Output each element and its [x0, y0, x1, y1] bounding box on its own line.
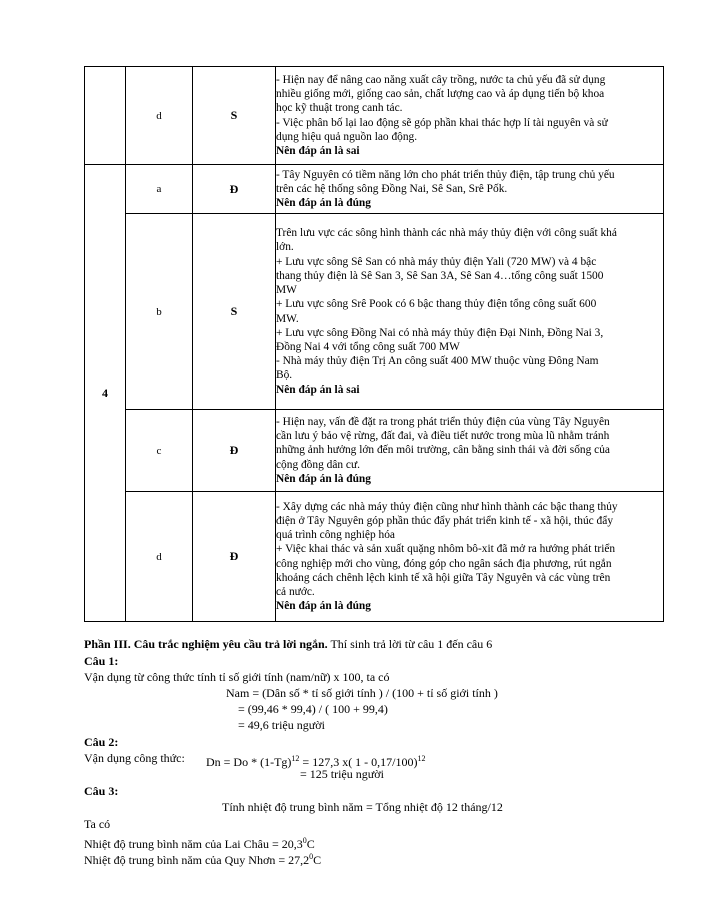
answer-table — [84, 66, 664, 622]
explanation-line: công nghiệp mới cho vùng, đóng góp cho ngân sách địa phương, rút ngắn — [276, 557, 612, 570]
question-3-taco: Ta có — [84, 817, 111, 831]
verdict-cell: S — [193, 214, 276, 410]
question-1-label: Câu 1: — [84, 654, 119, 668]
explanation-line: dụng hiệu quả nguồn lao động. — [276, 130, 418, 143]
question-1-step2: = 49,6 triệu người — [238, 718, 325, 732]
explanation-line: Đồng Nai 4 với tổng công suất 700 MW — [276, 340, 460, 353]
explanation-line: khoảng cách chênh lệch kinh tế xã hội giữa Tây Nguyên và các vùng trên — [276, 571, 611, 584]
question-2-label: Câu 2: — [84, 735, 119, 749]
question-2-intro: Vận dụng công thức: — [84, 751, 185, 765]
explanation-cell — [276, 165, 664, 214]
explanation-line: nhiều giống mới, giống cao sản, chất lượng cao và áp dụng tiến bộ khoa — [276, 88, 605, 101]
table-row — [85, 67, 664, 165]
conclusion-text: Nên đáp án là sai — [276, 144, 360, 157]
explanation-line: quá trình công nghiệp hóa — [276, 529, 395, 542]
conclusion-text: Nên đáp án là đúng — [276, 197, 371, 210]
degree-mark: 0 — [309, 852, 314, 861]
statement-label: a — [126, 165, 193, 214]
question-number: 4 — [85, 165, 126, 622]
temperature-text: Nhiệt độ trung bình năm của Quy Nhơn = 27,2 — [84, 853, 310, 867]
explanation-line: - Xây dựng các nhà máy thủy điện cũng như hình thành các bậc thang thủy — [276, 500, 618, 513]
explanation-line: điện ở Tây Nguyên góp phần thúc đẩy phát triển kinh tế - xã hội, thúc đẩy — [276, 514, 614, 527]
explanation-cell — [276, 214, 664, 410]
explanation-line: thang thủy điện là Sê San 3, Sê San 3A, Sê San 4…tổng công suất 1500 — [276, 269, 604, 282]
formula-part: Dn = Do * (1-Tg) — [206, 755, 292, 769]
explanation-line: trên các hệ thống sông Đồng Nai, Sê San, Srê Pốk. — [276, 182, 508, 195]
explanation-line: - Việc phân bố lại lao động sẽ góp phần khai thác hợp lí tài nguyên và sử — [276, 116, 608, 129]
explanation-line: Bộ. — [276, 369, 293, 382]
explanation-line: + Lưu vực sông Đồng Nai có nhà máy thủy điện Đại Ninh, Đồng Nai 3, — [276, 326, 604, 339]
exponent: 12 — [291, 754, 300, 763]
explanation-line: MW — [276, 284, 297, 297]
table-row — [85, 492, 664, 622]
question-1-intro: Vận dụng từ công thức tính tỉ số giới tính (nam/nữ) x 100, ta có — [84, 670, 390, 684]
explanation-line: học kỹ thuật trong canh tác. — [276, 102, 403, 115]
explanation-line: - Tây Nguyên có tiềm năng lớn cho phát triển thủy điện, tập trung chủ yếu — [276, 168, 615, 181]
statement-label: d — [126, 492, 193, 622]
explanation-line: Trên lưu vực các sông hình thành các nhà máy thủy điện với công suất khá — [276, 227, 617, 240]
statement-label: c — [126, 410, 193, 492]
formula-part: = 127,3 x( 1 - 0,17/100) — [299, 755, 418, 769]
question-3-line2 — [84, 849, 674, 868]
verdict-cell: S — [193, 67, 276, 165]
explanation-line: lớn. — [276, 241, 294, 254]
question-2-result: = 125 triệu người — [300, 767, 384, 781]
explanation-line: cần lưu ý bảo vệ rừng, đất đai, và điều tiết nước trong mùa lũ nhằm tránh — [276, 430, 610, 443]
question-3-formula: Tính nhiệt độ trung bình năm = Tổng nhiệt độ 12 tháng/12 — [222, 800, 503, 814]
explanation-line: những ảnh hưởng lớn đến môi trường, cân bằng sinh thái và đời sống của — [276, 444, 610, 457]
verdict-cell: Đ — [193, 410, 276, 492]
question-1-step1: = (99,46 * 99,4) / ( 100 + 99,4) — [238, 702, 388, 716]
conclusion-text: Nên đáp án là đúng — [276, 472, 371, 485]
explanation-cell — [276, 67, 664, 165]
temperature-text: Nhiệt độ trung bình năm của Lai Châu = 20,3 — [84, 837, 303, 851]
explanation-line: - Nhà máy thủy điện Trị An công suất 400 MW thuộc vùng Đông Nam — [276, 355, 599, 368]
conclusion-text: Nên đáp án là đúng — [276, 600, 371, 613]
table-row — [85, 410, 664, 492]
part3-title: Phần III. Câu trắc nghiệm yêu cầu trả lời ngắn. — [84, 637, 328, 651]
question-cell — [85, 67, 126, 165]
explanation-line: + Việc khai thác và sản xuất quặng nhôm bô-xit đã mở ra hướng phát triển — [276, 543, 616, 556]
explanation-line: MW. — [276, 312, 299, 325]
verdict-cell: Đ — [193, 492, 276, 622]
question-1-formula: Nam = (Dân số * tỉ số giới tính ) / (100 + tỉ số giới tính ) — [226, 686, 498, 700]
degree-mark: 0 — [302, 836, 307, 845]
table-row — [85, 165, 664, 214]
explanation-line: cả nước. — [276, 585, 315, 598]
explanation-line: - Hiện nay, vấn đề đặt ra trong phát triển thủy điện của vùng Tây Nguyên — [276, 415, 610, 428]
part3-instruction: Thí sinh trả lời từ câu 1 đến câu 6 — [327, 637, 493, 651]
explanation-line: cộng đồng dân cư. — [276, 458, 360, 471]
temperature-unit: C — [306, 837, 315, 851]
temperature-unit: C — [313, 853, 322, 867]
exponent: 12 — [417, 754, 426, 763]
part3-heading — [84, 637, 674, 652]
explanation-cell — [276, 410, 664, 492]
explanation-cell — [276, 492, 664, 622]
explanation-line: + Lưu vực sông Srê Pook có 6 bậc thang thủy điện tổng công suất 600 — [276, 298, 597, 311]
question-3-label: Câu 3: — [84, 784, 119, 798]
statement-label: b — [126, 214, 193, 410]
statement-label: d — [126, 67, 193, 165]
table-row — [85, 214, 664, 410]
verdict-cell: Đ — [193, 165, 276, 214]
conclusion-text: Nên đáp án là sai — [276, 383, 360, 396]
explanation-line: + Lưu vực sông Sê San có nhà máy thủy điện Yali (720 MW) và 4 bậc — [276, 255, 597, 268]
explanation-line: - Hiện nay để nâng cao năng xuất cây trồng, nước ta chủ yếu đã sử dụng — [276, 73, 606, 86]
